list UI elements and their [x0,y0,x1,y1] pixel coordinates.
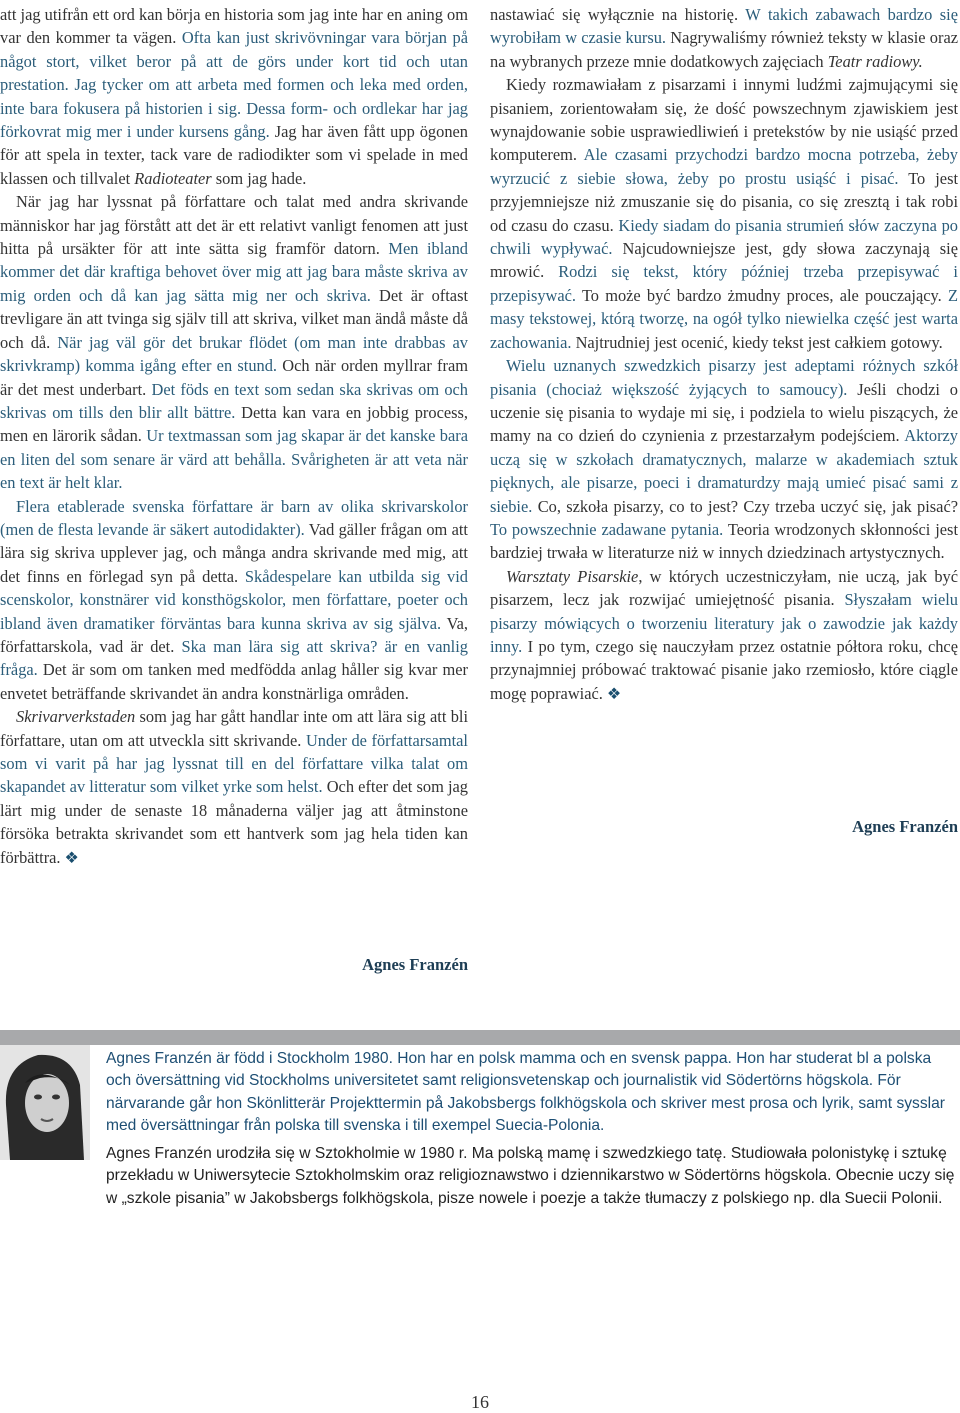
paragraph [0,3,468,190]
sentence: Teoria wrodzonych skłonności jest bardziej trwała w literaturze niż w innych dziedzinach artystycznych. [490,519,958,563]
paragraph [0,190,468,494]
bio-swedish: Agnes Franzén är född i Stockholm 1980. Hon har en polsk mamma och en svensk pappa. Hon har studerat bl a polska och översättning vid Stockholms universitetet samt religionsvetenskap och journalistik vid Södertörns högskola. För närvarande går hon Skönlitterär Projekttermin på Jakobsbergs folkhögskola och skriver mest prosa och lyrik, samt sysslar med översättningar från polska till svenska i till exempel Suecia-Polonia. [106,1050,945,1134]
swedish-column [0,3,468,870]
sentence: Ska man lära sig att skriva? är en vanlig fråga. [0,636,468,680]
bio-polish: Agnes Franzén urodziła się w Sztokholmie w 1980 r. Ma polską mamę i szwedzkiego tatę. Studiowała polonistykę i sztukę przekładu w Uniwersytecie Sztokholmskim oraz religioznawstwo i dziennikarstwo w Södertörns högskola. Obecnie uczy się w „szkole pisania” w Jakobsbergs folkhögskola, pisze nowele i poezje a także tłumaczy z polskiego np. dla Suecii Polonii. [106,1145,955,1207]
sentence: Men ibland kommer det där kraftiga behovet över mig att jag bara måste skriva av mig orden och då kan jag sätta mig ner och skriva. [0,239,468,305]
author-photo [0,1045,90,1160]
sentence: , w których uczestniczyłam, nie uczą, jak być pisarzem, lecz jak rozwijać umiejętność pisania. [490,566,959,610]
signature: Agnes Franzén [362,955,468,974]
sentence: Ur textmassan som jag skapar är det kanske bara en liten del som senare är värd att behålla. Svårigheten är att veta när en text är helt klar. [0,426,468,493]
sentence: Co, szkoła pisarzy, co to jest? Czy trzeba uczyć się, jak pisać? [537,496,958,516]
paragraph [490,73,958,354]
paragraph [490,3,958,73]
sentence: Jag har även fått upp ögonen för att spela in texter, tack vare de radiodikter som vi spelade in med klassen och tillvalet [0,122,468,188]
italic-title: Teatr radiowy. [827,51,923,71]
sentence: Ofta kan just skrivövningar vara början på något stort, vilket beror på att de görs under kort tid och utan prestation. Jag tycker om att arbeta med formen och leka med orden, inte bara fokusera på historien i sig. Dessa form- och ordlekar har jag förkovrat mig mer i under kursens gång. [0,28,468,142]
sentence: Det är oftast trevligare än att tvinga sig själv till att skriva, vilket man ändå måste då och då. [0,285,469,352]
sentence: Det är som om tanken med medfödda anlag håller sig kvar mer envetet beträffande skrivandet än andra konstnärliga områden. [0,660,468,703]
sentence: Słyszałam wielu pisarzy mówiących o tworzeniu literatury jak o zawodzie jak każdy inny. [490,590,958,656]
paragraph [0,705,468,870]
italic-title: Skrivarverkstaden [16,707,136,727]
sentence: nastawiać się wyłącznie na historię. [490,5,739,24]
sentence: Och efter det som jag lärt mig under de senaste 18 månaderna väljer jag att åtminstone försöka betrakta skrivandet som ett hantverk som jag hela tiden kan förbättra. [0,777,468,867]
paragraph [0,495,468,706]
sentence: att jag utifrån ett ord kan börja en historia som jag inte har en aning om var den kommer ta vägen. [0,5,468,48]
paragraph [490,565,958,706]
italic-title: Warsztaty Pisarskie [506,566,639,586]
sentence: Nagrywaliśmy również teksty w klasie oraz na wybranych przeze mnie dodatkowych zajęciach [490,28,958,71]
sentence: Najtrudniej jest ocenić, kiedy tekst jest całkiem gotowy. [575,332,943,352]
sentence: När jag väl gör det brukar flödet (om man inte drabbas av skrivkramp) komma igång efter en stund. [0,332,468,376]
signature: Agnes Franzén [852,817,958,836]
sentence: Jeśli chodzi o uczenie się pisania to wydaje mi się, i podziela to wielu piszących, że mamy na co dzień do czynienia z przestarzałym podejściem. [490,379,958,446]
sentence: Rodzi się tekst, który później trzeba przepisywać i przepisywać. [490,262,958,305]
sentence: Vad gäller frågan om att lära sig skriva upplever jag, och många andra skrivande med mig, att det finns en förlegad syn på detta. [0,519,468,586]
sentence: Kiedy rozmawiałam z pisarzami i innymi ludźmi zajmującymi się pisaniem, zorientowałam się, że dość powszechnym zjawiskiem jest wynajdowanie sobie usprawiedliwień i pretekstów by nie usiąść przed komputerem. [490,75,958,165]
sentence: Z masy tekstowej, którą tworzę, na ogół tylko niewielka część jest warta zachowania. [490,285,958,352]
italic-title: Radioteater [134,168,212,188]
sentence: Flera etablerade svenska författare är barn av olika skrivarskolor (men de flesta levande är säkert autodidakter). [0,496,468,539]
sentence: som jag har gått handlar inte om att lära sig att bli författare, utan om att utveckla sitt skrivande. [0,707,468,750]
sentence: Ale czasami przychodzi bardzo mocna potrzeba, żeby wyrzucić z siebie słowa, żeby po prostu usiąść i pisać. [490,145,959,188]
sentence: Kiedy siadam do pisania strumień słów zaczyna po chwili wypływać. [490,215,958,259]
sentence: Och när orden myllrar fram är det mest underbart. [0,356,468,399]
end-mark-icon: ❖ [606,685,622,703]
sentence: To powszechnie zadawane pytania. [490,519,724,539]
sentence: Najcudowniejsze jest, gdy słowa zaczynają się mrowić. [490,239,958,282]
sentence: När jag har lyssnat på författare och talat med andra skrivande människor har jag förstått att det är ett relativt vanligt fenomen att just hitta på ursäkter för att inte sätta sig framför datorn. [0,192,468,259]
bio-divider [0,1030,960,1045]
sentence: som jag hade. [215,168,307,188]
paragraph [490,354,958,565]
sentence: W takich zabawach bardzo się wyrobiłam w czasie kursu. [490,5,958,48]
sentence: Det föds en text som sedan ska skrivas om och skrivas om tills den blir allt bättre. [0,379,468,422]
sentence: Aktorzy uczą się w szkołach dramatycznych, malarze w akademiach sztuk pięknych, ale pisarze, poeci i dramaturdzy mają umieć pisać sami z siebie. [490,426,958,516]
polish-column [490,3,958,706]
sentence: To może być bardzo żmudny proces, ale pouczający. [581,285,942,305]
end-mark-icon: ❖ [64,849,79,867]
sentence: I po tym, czego się nauczyłam przez ostatnie półtora roku, chcę przynajmniej próbować traktować pisanie jako rzemiosło, które ciągle mogę poprawiać. [490,636,958,703]
sentence: Under de författarsamtal som vi varit på har jag lyssnat till en del författare vilka talat om skapandet av litteratur som vilket yrke som helst. [0,730,468,797]
author-bio [106,1048,956,1210]
sentence: Detta kan vara en jobbig process, men en lärorik sådan. [0,402,468,446]
sentence: Va, författarskola, vad är det. [0,613,468,656]
sentence: Wielu uznanych szwedzkich pisarzy jest adeptami różnych szkół pisania (chociaż większość żyjących to samoucy). [490,356,958,399]
page-number: 16 [471,1392,489,1412]
sentence: To jest przyjemniejsze niż zmuszanie się do pisania, co się zresztą i tak robi od czasu do czasu. [490,168,958,235]
sentence: Skådespelare kan utbilda sig vid scenskolor, konstnärer vid konsthögskolor, men författare, poeter och ibland även dramatiker förväntas bara kunna skriva av sig själva. [0,566,468,633]
portrait-image [0,1045,90,1160]
